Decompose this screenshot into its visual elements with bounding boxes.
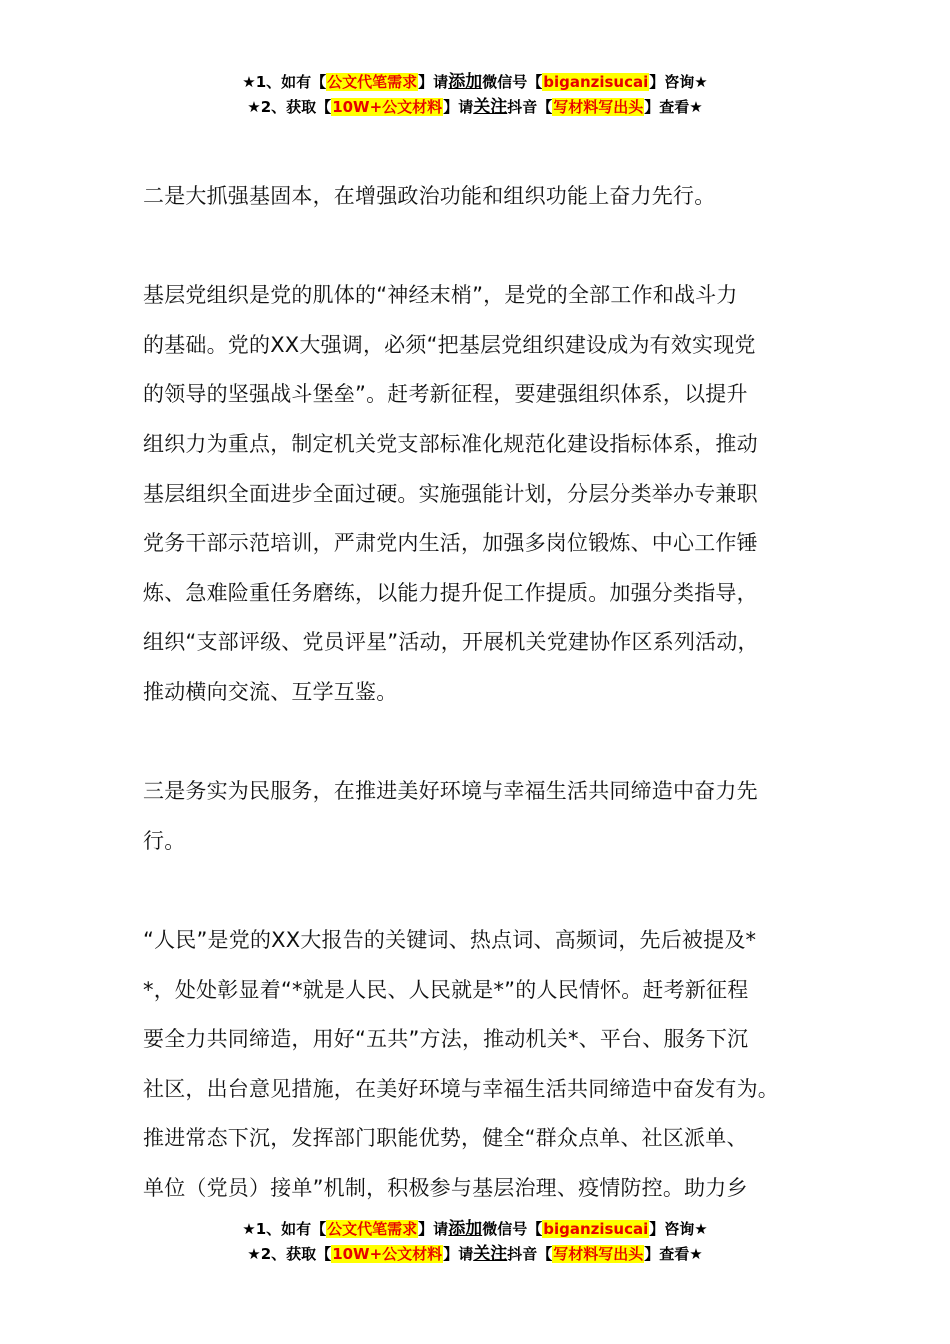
- underlined-add: 添加: [448, 72, 483, 92]
- underlined-add: 添加: [448, 1219, 483, 1239]
- banner-text: 】查看★: [644, 98, 703, 116]
- banner-text: 】请: [418, 1220, 449, 1238]
- banner-line-2: [0, 1242, 950, 1267]
- highlight-douyin: 写材料写出头: [553, 1245, 644, 1263]
- banner-text: 】咨询★: [649, 1220, 708, 1238]
- banner-text: 】查看★: [644, 1245, 703, 1263]
- highlight-materials: 10W+公文材料: [332, 1245, 443, 1263]
- paragraph-grassroots: [143, 271, 833, 717]
- banner-text: 微信号【: [482, 1220, 543, 1238]
- text-line: 行。: [143, 828, 186, 853]
- highlight-service: 公文代笔需求: [327, 73, 418, 91]
- banner-text: ★2、获取【: [247, 98, 332, 116]
- highlight-service: 公文代笔需求: [327, 1220, 418, 1238]
- text-line: 要全力共同缔造，用好“五共”方法，推动机关*、平台、服务下沉: [143, 1027, 749, 1052]
- underlined-follow: 关注: [473, 97, 508, 117]
- text-line: 党务干部示范培训，严肃党内生活，加强多岗位锻炼、中心工作锤: [143, 531, 758, 556]
- banner-text: 】请: [418, 73, 449, 91]
- text-line: 三是务实为民服务，在推进美好环境与幸福生活共同缔造中奋力先: [143, 779, 758, 804]
- highlight-wechat-id: biganzisucai: [543, 1220, 649, 1238]
- banner-line-2: [0, 95, 950, 120]
- banner-line-1: [0, 70, 950, 95]
- footer-banner: [0, 1217, 950, 1267]
- text-line: 推动横向交流、互学互鉴。: [143, 679, 398, 704]
- text-line: 炼、急难险重任务磨练，以能力提升促工作提质。加强分类指导，: [143, 580, 758, 605]
- text-line: 基层组织全面进步全面过硬。实施强能计划，分层分类举办专兼职: [143, 481, 758, 506]
- underlined-follow: 关注: [473, 1244, 508, 1264]
- text-line: 基层党组织是党的肌体的“神经末梢”，是党的全部工作和战斗力: [143, 283, 738, 308]
- highlight-materials: 10W+公文材料: [332, 98, 443, 116]
- banner-line-1: [0, 1217, 950, 1242]
- text-line: 单位（党员）接单”机制，积极参与基层治理、疫情防控。助力乡: [143, 1175, 748, 1200]
- paragraph-people: [143, 916, 833, 1214]
- banner-text: 抖音【: [507, 1245, 553, 1263]
- highlight-wechat-id: biganzisucai: [543, 73, 649, 91]
- banner-text: ★2、获取【: [247, 1245, 332, 1263]
- text-line: 组织“支部评级、党员评星”活动，开展机关党建协作区系列活动，: [143, 630, 759, 655]
- text-line: 二是大抓强基固本，在增强政治功能和组织功能上奋力先行。: [143, 184, 716, 208]
- banner-text: 】请: [443, 98, 474, 116]
- text-line: 推进常态下沉，发挥部门职能优势，健全“群众点单、社区派单、: [143, 1126, 748, 1151]
- paragraph-heading-2: [143, 172, 833, 222]
- text-line: *，处处彰显着“*就是人民、人民就是*”的人民情怀。赶考新征程: [143, 977, 749, 1002]
- banner-text: 抖音【: [507, 98, 553, 116]
- text-line: 组织力为重点，制定机关党支部标准化规范化建设指标体系，推动: [143, 431, 758, 456]
- banner-text: 】咨询★: [649, 73, 708, 91]
- highlight-douyin: 写材料写出头: [553, 98, 644, 116]
- document-body: [143, 172, 833, 1213]
- paragraph-heading-3: [143, 767, 833, 866]
- text-line: 的基础。党的XX大强调，必须“把基层党组织建设成为有效实现党: [143, 332, 756, 357]
- header-banner: [0, 70, 950, 120]
- banner-text: 】请: [443, 1245, 474, 1263]
- text-line: “人民”是党的XX大报告的关键词、热点词、高频词，先后被提及*: [143, 927, 757, 952]
- banner-text: ★1、如有【: [242, 1220, 327, 1238]
- text-line: 社区，出台意见措施，在美好环境与幸福生活共同缔造中奋发有为。: [143, 1076, 779, 1101]
- text-line: 的领导的坚强战斗堡垒”。赶考新征程，要建强组织体系，以提升: [143, 382, 748, 407]
- banner-text: ★1、如有【: [242, 73, 327, 91]
- banner-text: 微信号【: [482, 73, 543, 91]
